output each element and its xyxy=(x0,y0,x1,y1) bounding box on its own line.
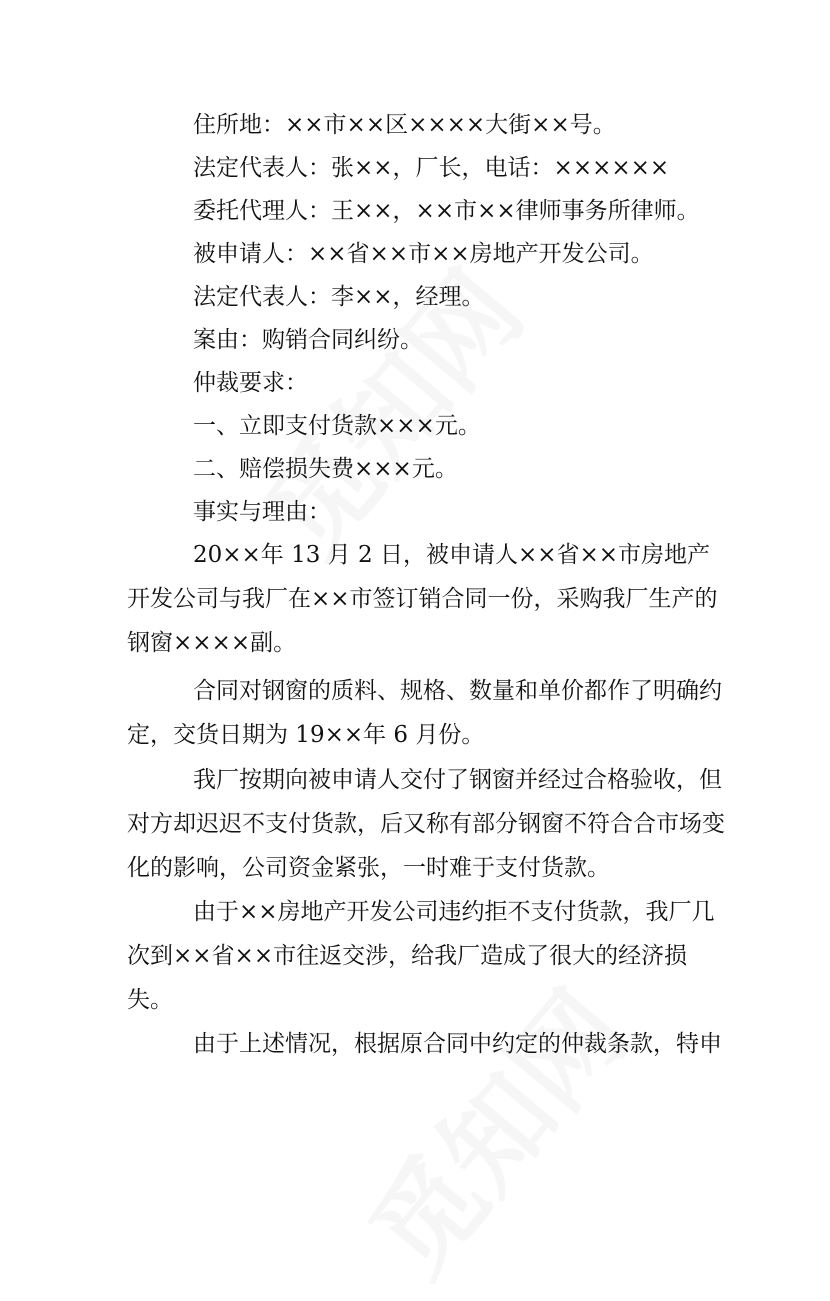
line-legal-representative: 法定代表人：张××，厂长，电话：×××××× xyxy=(193,155,670,181)
paragraph-line: 我厂按期向被申请人交付了钢窗并经过合格验收，但 xyxy=(193,767,722,793)
paragraph-line: 开发公司与我厂在××市签订销合同一份，采购我厂生产的 xyxy=(127,586,718,612)
paragraph-line: 20××年 13 月 2 日，被申请人××省××市房地产 xyxy=(193,542,711,568)
line-respondent: 被申请人：××省××市××房地产开发公司。 xyxy=(193,241,654,267)
line-respondent-representative: 法定代表人：李××，经理。 xyxy=(193,284,485,310)
paragraph-line: 钢窗××××副。 xyxy=(127,630,297,656)
line-case-cause: 案由：购销合同纠纷。 xyxy=(193,327,423,353)
paragraph-line: 由于××房地产开发公司违约拒不支付货款，我厂几 xyxy=(193,899,715,925)
paragraph-line: 由于上述情况，根据原合同中约定的仲裁条款，特申 xyxy=(193,1031,722,1057)
line-claim-2: 二、赔偿损失费×××元。 xyxy=(193,456,458,482)
line-agent: 委托代理人：王××，××市××律师事务所律师。 xyxy=(193,198,700,224)
line-facts-heading: 事实与理由： xyxy=(193,499,331,525)
line-claims-heading: 仲裁要求： xyxy=(193,370,308,396)
paragraph-line: 次到××省××市往返交涉，给我厂造成了很大的经济损 xyxy=(127,943,688,969)
paragraph-line: 合同对钢窗的质料、规格、数量和单价都作了明确约 xyxy=(193,678,722,704)
paragraph-line: 失。 xyxy=(127,987,173,1013)
paragraph-line: 对方却迟迟不支付货款，后又称有部分钢窗不符合合市场变 xyxy=(127,811,725,837)
paragraph-line: 定，交货日期为 19××年 6 月份。 xyxy=(127,722,485,748)
paragraph-line: 化的影响，公司资金紧张，一时难于支付货款。 xyxy=(127,855,610,881)
line-residence: 住所地：××市××区××××大街××号。 xyxy=(193,112,616,138)
line-claim-1: 一、立即支付货款×××元。 xyxy=(193,413,481,439)
watermark xyxy=(329,954,656,1301)
